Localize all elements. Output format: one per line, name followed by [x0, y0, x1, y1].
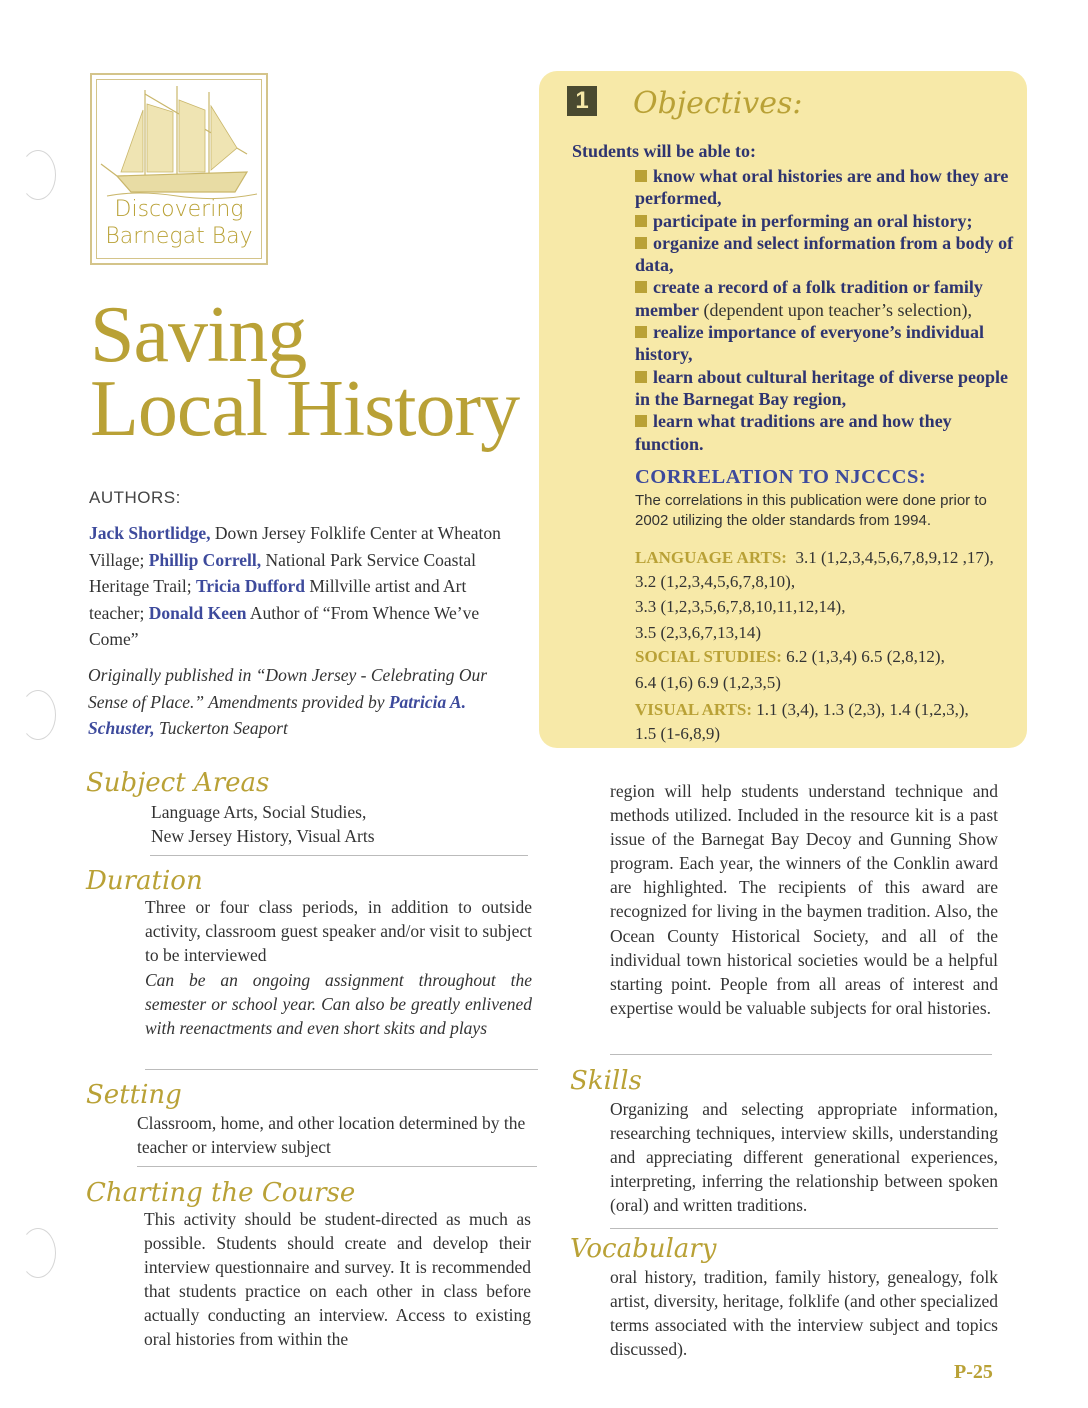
- divider: [610, 1228, 998, 1229]
- bullet-square-icon: [635, 281, 647, 293]
- divider: [150, 855, 528, 856]
- visual-arts-standards: [635, 698, 1025, 722]
- bullet-square-icon: [635, 215, 647, 227]
- subject-areas-text: Language Arts, Social Studies, New Jersey History, Visual Arts: [151, 802, 375, 846]
- language-arts-standards: [635, 546, 1025, 570]
- objective-text: create a record of a folk tradition or family member: [635, 277, 983, 320]
- objective-item: [635, 276, 1020, 321]
- divider: [145, 1069, 538, 1070]
- skills-text: Organizing and selecting appropriate information, researching techniques, interview skills, understanding and appreciating different generational experiences, interpreting, inferring the relationship between spoken (oral) and written traditions.: [610, 1099, 998, 1215]
- objectives-heading: Objectives:: [633, 86, 803, 121]
- title-line-1: Saving: [90, 291, 307, 379]
- duration-note: Can be an ongoing assignment throughout the semester or school year. Can also be greatly enlivened with reenactments and even short skits and plays: [145, 969, 532, 1039]
- author-name: Donald Keen: [148, 602, 247, 623]
- setting-text: Classroom, home, and other location determined by the teacher or interview subject: [137, 1113, 526, 1157]
- duration-description: Three or four class periods, in addition to outside activity, classroom guest speaker and/or visit to subject to be interviewed: [145, 897, 532, 966]
- title-line-2: Local History: [90, 365, 520, 453]
- correlation-heading: CORRELATION TO NJCCCS:: [635, 466, 927, 488]
- charting-text-continued: region will help students understand technique and methods utilized. Included in the resource kit is a past issue of the Barnegat Bay Decoy and Gunning Show program. Each year, the winners of the Conklin award are highlighted. The recipients of this award are recognized for living in the baymen tradition. Also, the Ocean County Historical Society, and all of the individual town historical societies would be a helpful starting point. People from all areas of interest and expertise would be valuable subjects for oral histories.: [610, 781, 998, 1018]
- duration-heading: Duration: [86, 866, 203, 896]
- objective-text: realize importance of everyone’s individual history,: [635, 322, 984, 365]
- subject-areas-heading: Subject Areas: [86, 768, 270, 798]
- bullet-square-icon: [635, 237, 647, 249]
- publication-note: [88, 662, 518, 742]
- objective-text: participate in performing an oral history;: [653, 210, 973, 231]
- standard-values: 6.2 (1,3,4) 6.5 (2,8,12),: [786, 647, 945, 667]
- standard-values: 1.1 (3,4), 1.3 (2,3), 1.4 (1,2,3,),: [756, 699, 969, 719]
- author-affiliation: Millville artist and Art teacher;: [89, 576, 467, 623]
- standard-values: 3.2 (1,2,3,4,5,6,7,8,10),: [635, 572, 796, 592]
- objective-text: learn about cultural heritage of diverse people in the Barnegat Bay region,: [635, 366, 1008, 409]
- author-name: Tricia Dufford: [195, 576, 305, 596]
- punch-hole-top: [20, 150, 56, 200]
- standard-label: VISUAL ARTS:: [635, 699, 753, 719]
- objective-item: [635, 366, 1020, 411]
- vocabulary-text: oral history, tradition, family history, genealogy, folk artist, diversity, heritage, folklife (and other specialized terms associated with the interview subject and topics discussed).: [610, 1267, 998, 1359]
- objective-text-extra: (dependent upon teacher’s selection),: [698, 299, 973, 320]
- standards-list: [635, 546, 1025, 746]
- social-studies-standards: [635, 645, 1025, 669]
- author-affiliation: National Park Service Coastal Heritage Trail;: [89, 549, 476, 596]
- note-suffix: Tuckerton Seaport: [154, 718, 288, 738]
- bullet-square-icon: [635, 371, 647, 383]
- authors-list: [89, 520, 519, 653]
- divider: [610, 1054, 992, 1055]
- schooner-ship-icon: [97, 84, 265, 204]
- note-text: Originally published in “Down Jersey - Celebrating Our Sense of Place.” Amendments provided by: [88, 665, 488, 712]
- author-name: Phillip Correll,: [148, 549, 262, 570]
- standard-values: 1.5 (1-6,8,9): [635, 724, 720, 744]
- bullet-square-icon: [635, 415, 647, 427]
- objectives-list: [635, 165, 1020, 455]
- charting-text: This activity should be student-directed as much as possible. Students should create and develop their interview questionnaire and survey. It is recommended that students practice on each other in class before actually conducting an interview. Access to existing oral histories from within the: [144, 1209, 531, 1349]
- divider: [137, 1166, 537, 1167]
- bullet-square-icon: [635, 170, 647, 182]
- objective-text: know what oral histories are and how they are performed,: [635, 166, 1009, 209]
- author-affiliation: Author of “From Whence We’ve Come”: [89, 602, 480, 649]
- correlation-note: The correlations in this publication were done prior to 2002 utilizing the older standards from 1994.: [635, 492, 987, 529]
- standard-values: 6.4 (1,6) 6.9 (1,2,3,5): [635, 673, 781, 693]
- standard-values: 3.1 (1,2,3,4,5,6,7,8,9,12 ,17),: [795, 548, 994, 567]
- logo-line-2: Barnegat Bay: [105, 224, 253, 249]
- objective-item: [635, 232, 1020, 277]
- standard-label: SOCIAL STUDIES:: [635, 647, 782, 667]
- section-number-badge: 1: [567, 86, 597, 116]
- objective-text: learn what traditions are and how they function.: [635, 411, 952, 454]
- standard-values: 3.5 (2,3,6,7,13,14): [635, 622, 762, 642]
- logo-line-1: Discovering: [114, 197, 244, 222]
- author-name: Jack Shortlidge,: [89, 523, 211, 543]
- punch-hole-middle: [20, 690, 56, 740]
- page-title: [90, 291, 520, 453]
- page-number: P-25: [954, 1361, 993, 1383]
- objective-text: organize and select information from a body of data,: [635, 232, 1014, 276]
- objective-item: [635, 410, 1020, 455]
- discovering-barnegat-bay-logo: [90, 73, 268, 265]
- objective-item: [635, 210, 1020, 232]
- skills-heading: Skills: [570, 1066, 642, 1096]
- note-contributor: Patricia A. Schuster,: [88, 691, 466, 738]
- punch-hole-bottom: [20, 1228, 56, 1278]
- standard-label: LANGUAGE ARTS:: [635, 548, 787, 567]
- charting-heading: Charting the Course: [86, 1178, 356, 1208]
- setting-heading: Setting: [86, 1080, 182, 1110]
- objectives-lead: Students will be able to:: [572, 141, 757, 161]
- objective-item: [635, 321, 1020, 366]
- objective-item: [635, 165, 1020, 210]
- vocabulary-heading: Vocabulary: [570, 1234, 717, 1264]
- authors-heading: AUTHORS:: [89, 488, 181, 507]
- bullet-square-icon: [635, 326, 647, 338]
- author-affiliation: Down Jersey Folklife Center at Wheaton Village;: [89, 523, 501, 570]
- standard-values: 3.3 (1,2,3,5,6,7,8,10,11,12,14),: [635, 596, 846, 616]
- duration-text: [145, 895, 532, 1040]
